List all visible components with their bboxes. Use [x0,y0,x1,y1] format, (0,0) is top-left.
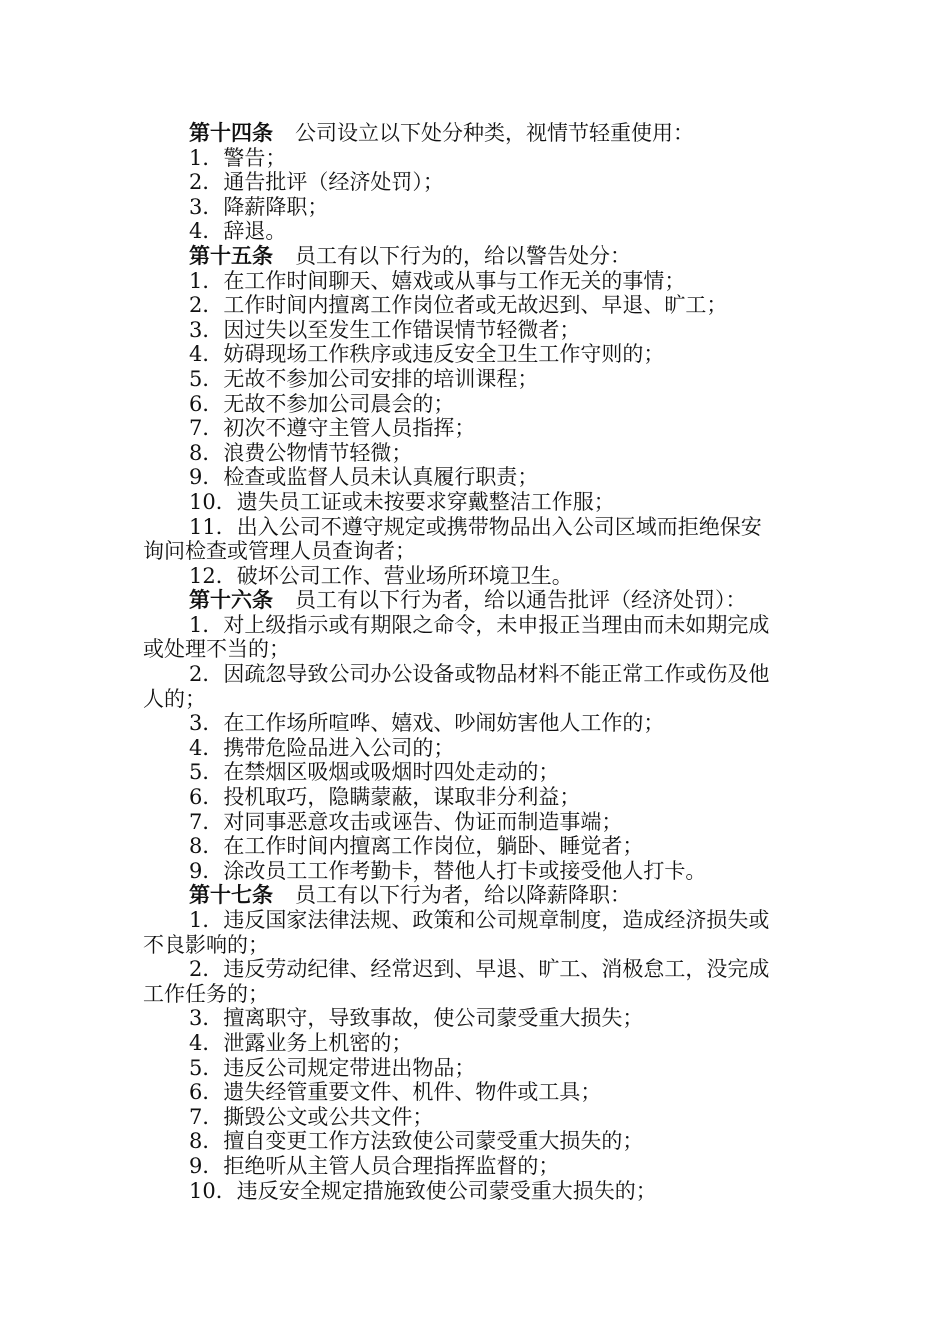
list-item: 8．浪费公物情节轻微； [189,440,413,465]
list-item: 10．遗失员工证或未按要求穿戴整洁工作服； [189,489,615,514]
list-item: 5．无故不参加公司安排的培训课程； [189,366,539,391]
list-item: 2．因疏忽导致公司办公设备或物品材料不能正常工作或伤及他 [189,662,770,687]
document-body [143,121,808,1203]
list-item: 7．对同事恶意攻击或诬告、伪证而制造事端； [189,809,623,834]
list-item: 8．在工作时间内擅离工作岗位，躺卧、睡觉者； [189,834,644,859]
list-item: 9．拒绝听从主管人员合理指挥监督的； [189,1153,560,1178]
list-item: 6．投机取巧，隐瞒蒙蔽，谋取非分利益； [189,785,581,810]
list-item: 4．辞退。 [189,219,287,244]
article-heading-line [143,121,808,146]
list-item: 1．违反国家法律法规、政策和公司规章制度，造成经济损失或 [189,908,770,932]
list-item: 9．检查或监督人员未认真履行职责； [189,465,539,490]
list-item: 11．出入公司不遵守规定或携带物品出入公司区域而拒绝保安 [189,514,762,539]
list-item: 12．破坏公司工作、营业场所环境卫生。 [189,563,573,588]
article-heading-line [143,244,808,269]
list-item: 1．对上级指示或有期限之命令，未申报正当理由而未如期完成 [189,612,770,637]
article-number: 第十五条 [189,242,273,268]
list-item: 6．遗失经管重要文件、机件、物件或工具； [189,1080,602,1105]
list-item: 5．违反公司规定带进出物品； [189,1055,476,1080]
list-item: 3．因过失以至发生工作错误情节轻微者； [189,317,581,342]
article-intro: 公司设立以下处分种类，视情节轻重使用： [295,121,694,145]
list-item-continuation: 或处理不当的； [143,637,290,662]
list-item: 10．违反安全规定措施致使公司蒙受重大损失的； [189,1178,657,1203]
list-item: 4．泄露业务上机密的； [189,1030,413,1055]
list-item: 7．初次不遵守主管人员指挥； [189,416,476,441]
list-item: 8．擅自变更工作方法致使公司蒙受重大损失的； [189,1129,644,1154]
list-item: 4．妨碍现场工作秩序或违反安全卫生工作守则的； [189,342,665,367]
list-item: 3．擅离职守，导致事故，使公司蒙受重大损失； [189,1006,644,1031]
list-item: 5．在禁烟区吸烟或吸烟时四处走动的； [189,760,560,785]
list-item-continuation: 人的； [143,686,206,711]
article-heading-line [143,883,808,908]
list-item-continuation: 不良影响的； [143,932,269,957]
list-item: 3．在工作场所喧哗、嬉戏、吵闹妨害他人工作的； [189,711,665,736]
list-item-continuation: 工作任务的； [143,981,269,1006]
article-number: 第十七条 [189,882,273,908]
article-number: 第十六条 [189,587,273,613]
article-heading-line [143,588,808,613]
list-item: 9．涂改员工工作考勤卡，替他人打卡或接受他人打卡。 [189,858,707,883]
article-intro: 员工有以下行为的，给以警告处分： [295,243,631,268]
article-intro: 员工有以下行为者，给以通告批评（经济处罚）： [295,588,747,613]
list-item: 4．携带危险品进入公司的； [189,735,455,760]
list-item-continuation: 询问检查或管理人员查询者； [143,539,416,564]
list-item: 1．警告； [189,145,287,170]
list-item: 6．无故不参加公司晨会的； [189,391,455,416]
article-intro: 员工有以下行为者，给以降薪降职： [295,883,631,908]
list-item: 1．在工作时间聊天、嬉戏或从事与工作无关的事情； [189,268,686,293]
list-item: 2．通告批评（经济处罚）； [189,170,444,195]
list-item: 2．违反劳动纪律、经常迟到、早退、旷工、消极怠工，没完成 [189,957,770,982]
article-number: 第十四条 [189,120,273,145]
list-item: 7．撕毁公文或公共文件； [189,1104,434,1129]
list-item: 2．工作时间内擅离工作岗位者或无故迟到、早退、旷工； [189,293,728,318]
list-item: 3．降薪降职； [189,194,329,219]
